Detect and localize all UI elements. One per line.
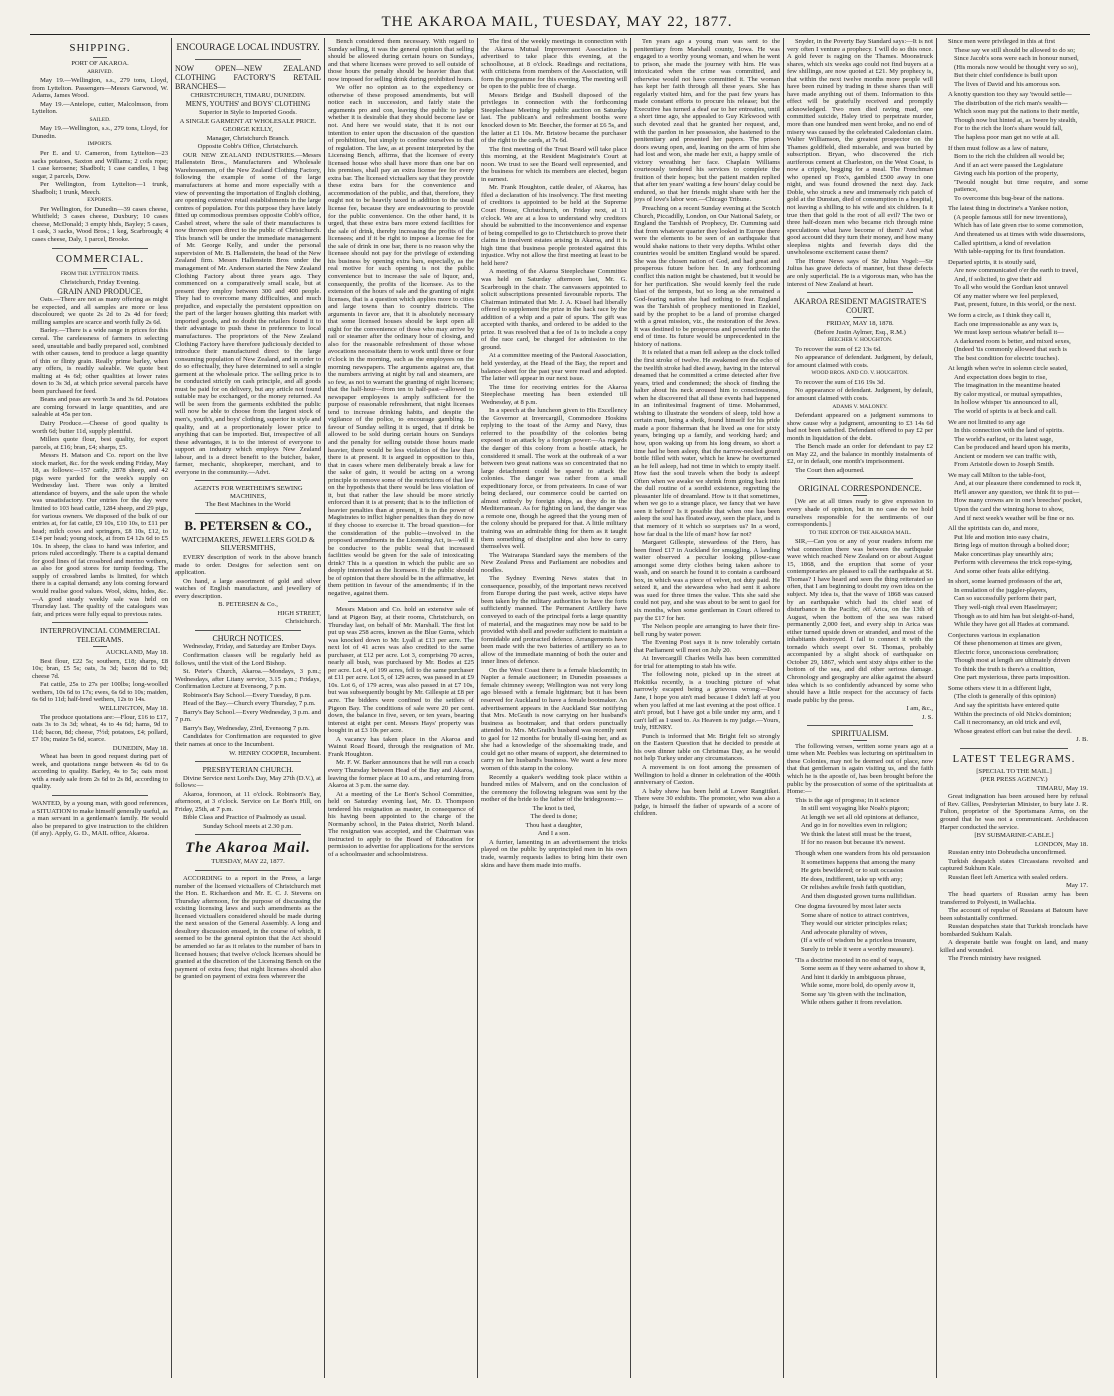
verse-line: We are not limited to any age xyxy=(948,418,1026,426)
notice-text: Akaroa, forenoon, at 11 o'clock. Robinson's Bay, afternoon, at 3 o'clock. Service on Le Bon's Hill, on Friday, 25th, at 7 p.m. xyxy=(175,790,321,813)
verse-line: Some say 'tis given with the inclination, xyxy=(801,990,907,998)
section-heading-court: AKAROA RESIDENT MAGISTRATE'S COURT. xyxy=(793,297,927,316)
poem-line: Thou hast a daughter, xyxy=(525,821,583,829)
section-heading-correspondence: ORIGINAL CORRESPONDENCE. xyxy=(798,483,922,494)
notice-text: Barry's Bay School.—Every Wednesday, 3 p.m. and 7 p.m. xyxy=(175,708,321,724)
article-paragraph: Wheat has been in good request during part of week, and quotations range between 4s 6d to 6s according to quality. Barley, 4s to 5s; oats most with a ready sale from 2s 6d to 2s 8d, according to quality. xyxy=(32,753,168,791)
verse-line: In emulation of the juggler-players, xyxy=(954,586,1048,594)
subheading: PORT OF AKAROA. xyxy=(71,60,129,67)
subheading: SAILED. xyxy=(89,116,111,123)
notice-text: Confirmation classes will be regularly held as follows, until the visit of the Lord Bishop. xyxy=(175,652,321,667)
verse-line: Make concertinas play unearthly airs; xyxy=(954,550,1054,558)
verse-line: Called spiritism, a kind of revelation xyxy=(954,239,1051,247)
section-heading-spiritualism: SPIRITUALISM. xyxy=(831,729,889,739)
verse-block xyxy=(940,38,1088,735)
verse-line: In short, some learned professors of the art, xyxy=(948,578,1063,586)
subheading: EXPORTS. xyxy=(87,197,113,204)
verse-line: All the spiritists can do, and more, xyxy=(948,525,1039,533)
verse-line: Whose greatest effort can but raise the devil. xyxy=(954,727,1072,735)
telegram-text: The French ministry have resigned. xyxy=(948,955,1042,963)
dateline: DUNEDIN, May 18. xyxy=(112,744,168,752)
verse-line: Past, present, future, in this world, or the next. xyxy=(954,301,1077,309)
verse-line: Within the precincts of old Nick's dominion; xyxy=(954,710,1072,718)
notice-text: Candidates for Confirmation are requested to give their names at once to the Incumbent. xyxy=(175,733,321,749)
masthead: THE AKAROA MAIL, TUESDAY, MAY 22, 1877. xyxy=(381,14,733,30)
article-paragraph: Per Wellington, from Lyttelton—1 trunk, Shadbolt; 1 trunk, Meech. xyxy=(32,181,168,196)
dateline: WELLINGTON, May 18. xyxy=(99,705,168,713)
verse-line: The hapless poor man get no wife at all. xyxy=(954,134,1060,142)
verse-line: Put life and motion into easy chairs, xyxy=(954,533,1050,541)
editorial-paragraph: Bench considered them necessary. With regard to Sunday selling, it was the general opinion that selling should be allowed during certain hours on Sundays, and that where licenses were proved to sell outside of those hours the penalty should be heavier than that now imposed for selling drink during prohibited hours. xyxy=(328,38,474,83)
article-paragraph: The Evening Post says it is now tolerably certain that Parliament will meet on July 20. xyxy=(634,639,780,654)
article-paragraph: Best flour, £22 5s; southern, £18; sharps, £8 10s; bran, £5 5s; oats, 3s 3d; bacon 8d to 9d; cheese 7d. xyxy=(32,657,168,680)
article-paragraph: A furrier, lamenting in an advertisement the tricks played on the public by unprincipled men in his own trade, warmly requests ladies to bring him their own skins and have them made into muffs. xyxy=(481,838,627,869)
subheading: [SPECIAL TO THE MAIL.] xyxy=(976,767,1052,775)
verse-line: Perform with cleverness the trick rope-tying, xyxy=(954,559,1073,567)
verse-line: To all who would the Gordian knot unravel xyxy=(954,284,1068,292)
column-rule xyxy=(324,38,325,1378)
dateline: TIMARU, May 19. xyxy=(1036,784,1088,792)
subheading: FROM THE LYTTELTON TIMES. xyxy=(60,270,140,277)
article-paragraph: The time for receiving entries for the Akaroa Steeplechase meeting has been extended till Wednesday, at 8 p.m. xyxy=(481,383,627,406)
column-7 xyxy=(940,38,1088,1378)
verse-line: He does, indifferent, take up with any; xyxy=(801,875,903,883)
verse-line: Some others view it in a different light, xyxy=(948,684,1052,692)
verse-line: From Aristotle down to Joseph Smith. xyxy=(954,461,1055,469)
dateline: (Before Justin Aylmer, Esq., R.M.) xyxy=(814,328,906,336)
subheading: TO THE EDITOR OF THE AKAROA MAIL. xyxy=(808,529,912,536)
ad-text: Christchurch. xyxy=(285,618,321,626)
column-2 xyxy=(175,38,321,1378)
verse-line: Each one impressionable as any wax is, xyxy=(954,320,1059,328)
verse-line: Ancient or modern we can traffic with, xyxy=(954,452,1057,460)
verse-line: Born to the rich the children all would be; xyxy=(954,153,1065,161)
ad-text: AGENTS FOR WERTHEIM'S SEWING MACHINES, xyxy=(193,485,303,500)
article-paragraph: The produce quotations are:—Flour, £16 to £17, oats 3s to 3s 3d; wheat, 4s to 4s 6d; hams, 9d to 11d; bacon, 8d; cheese, 7½d; potatoes, £4; pollard, £7 10s; maize 5s 6d, scarce. xyxy=(32,713,168,744)
newspaper-title: The Akaroa Mail. xyxy=(185,840,311,857)
column-3 xyxy=(328,38,474,1378)
article-paragraph: Fat cattle, 25s to 27s per 100lbs; long-woolled wethers, 10s 6d to 17s; ewes, 6s 6d to 10s; maiden, 6s 6d to 11d; half-bred wethers, 12s to 14s. xyxy=(32,681,168,704)
article-paragraph: The Home News says of Sir Julius Vogel:—Sir Julius has grave defects of manner, but these defects are only superficial. He is a vigorous man, who has the interest of New Zealand at heart. xyxy=(787,257,933,288)
ad-text: Opposite Cobb's Office, Christchurch. xyxy=(197,143,299,151)
verse-line: Since men were privileged in this at first xyxy=(948,38,1056,45)
verse-line: They well-nigh rival even Haselmayer; xyxy=(954,604,1058,611)
verse-line: While they have got all Hades at command. xyxy=(954,621,1070,629)
article-paragraph: To recover the sum of £16 19s 3d. xyxy=(795,378,886,386)
verse-line: And if an act were passed the Legislature xyxy=(954,161,1063,169)
article-paragraph: Mr. Frank Houghton, cattle dealer, of Akaroa, has filed a declaration of his insolvency. The first meeting of creditors is appointed to be held at the Supreme Court House, Christchurch, on Friday next, at 11 o'clock. We are at a loss to understand why creditors should be submitted to the inconvenience and expense of being compelled to go to Christchurch to prove their claims in insolvent estates arising in Akaroa, and it is high time that business people protested against this injustice. Why not allow the first meeting at least to be held here? xyxy=(481,184,627,267)
telegram-text: The head quarters of Russian army has been transferred to Polyesti, in Wallachia. xyxy=(940,890,1088,906)
notice-text: Head of the Bay.—Church every Thursday, 7 p.m. xyxy=(183,700,316,708)
article-paragraph: May 19.—Antelope, cutter, Malcolmson, from Lyttelton. xyxy=(32,100,168,116)
telegram-text: Russian fleet left America with sealed orders. xyxy=(948,873,1068,881)
verse-line: Though now but hinted at, as 'twere by stealth, xyxy=(954,116,1078,124)
article-paragraph: The Sydney Evening News states that in consequence, possibly, of the important news received from Europe during the past week, active steps have been taken by the military authorities to have the forts sufficiently manned. The Permanent Artillery have conveyed to each of the principal forts a large quantity of material, and the magazines may now be said to be provided with shell and powder sufficient to maintain a formidable and protracted defence. Arrangements have been made with the two batteries of artillery so as to allow of the immediate manning of both the outer and inner lines of defence. xyxy=(481,575,627,666)
verse-line: To overcome this bug-bear of the nations. xyxy=(954,194,1064,202)
verse-line: With table-rapping for its first foundation. xyxy=(954,248,1066,256)
verse-line: If for no reason but because it's newest. xyxy=(801,839,906,847)
article-paragraph: No appearance of defendant. Judgment, by default, for amount claimed with costs. xyxy=(787,387,933,402)
verse-line: Surely to treble it were a worthy measure). xyxy=(801,945,914,953)
article-paragraph: Defendant appeared on a judgment summons to show cause why a judgment, amounting to £3 14s 6d had not been satisfied. Defendant offered to pay £2 per month in liquidation of the debt. xyxy=(787,412,933,442)
article-paragraph: The following verses, written some years ago at a time when Mr. Peebles was lecturing on spiritualism in these Colonies, may not be deemed out of place, now that that gentleman is again visiting us, and the faith which he is the apostle of, has been brought before the public by the prosecution of some of the spiritualists at Home:— xyxy=(787,742,933,796)
notice-text: St. Peter's Church, Akaroa.—Mondays, 3 p.m.; Wednesdays, after Litany service, 3.15 p.m.; Fridays, Confirmation Lecture at Evensong, 7 p.m. xyxy=(175,668,321,691)
article-paragraph: On the West Coast there is a female blacksmith; in Napier a female auctioneer; in Dunedin possesses a female chimney sweep; Wellington was not very long ago blessed with a female hightman; but it has been reserved for Auckland to have a female bootmaker. An advertisement appears in the Auckland Star notifying that Mrs. McGrath is now carrying on her husband's business as bootmaker, and that orders punctually attended to. Mrs. McGrath's husband was recently sent to gaol for 12 months for brutally ill-using her, and as she had a knowledge of the shoemaking trade, and could get no other means of support, she determined to carry on her husband's business. We want a few more women of this stamp in the colony. xyxy=(481,666,627,772)
verse-line: Though most at length are ultimately driven xyxy=(954,657,1071,665)
verse-line: Electric force, unconscious cerebration; xyxy=(954,648,1059,656)
article-paragraph: Millers quote flour, best quality, for export parcels, at £16; bran, £4; sharps, £5. xyxy=(32,436,168,451)
ad-text: CHRISTCHURCH, TIMARU, DUNEDIN. xyxy=(190,92,306,99)
article-paragraph: Messrs H. Matson and Co. report on the live stock market, &c. for the week ending Friday, May 18, as follows:—157 cattle, 2878 sheep, and 42 pigs were yarded for the week's supply on Wednesday last. There was only a limited attendance of buyers, and the sale upon the whole was unsatisfactory. Our entries for the day were limited to 103 head cattle, 1284 sheep, and 29 pigs, for various owners. We disposed of the bulk of our entries at, for fat cattle, £9 10s, £10 10s, to £11 per head; milch cows and springers, £8 10s, £12, to £14 per head; young stock, at from £4 12s 6d to £5 10s. In sheep, the class to hand was inferior, and prices ruled accordingly. There is a capital demand for good lines of fat crossbred and merino wethers, as also for good stores for turnip feeding. The supply of crossbred lambs is limited, for which there is a capital demand; any lots coming forward would realise good values. Wool, skins, hides, &c.—A good steady weekly sale was held on Thursday last. The quality of the catalogues was fair, and prices were fully equal to previous rates. xyxy=(32,452,168,618)
article-paragraph: At a committee meeting of the Pastoral Association, held yesterday, at the Head of the Bay, the report and balance-sheet for the past year were read and adopted. The latter will appear in our next issue. xyxy=(481,352,627,383)
case-title: WOOD BROS. AND CO. V. HOUGHTON. xyxy=(811,370,909,377)
editorial-paragraph: ACCORDING to a report in the Press, a large number of the licensed victuallers of Christchurch met the Hon. E. Richardson and Mr. E. C. J. Stevens on Thursday afternoon, for the purpose of discussing the existing licensing laws and such amendments as the licensed victuallers considered should be made during the next session of the General Assembly. A long and desultory discussion ensued, in the course of which, it seemed to be the general opinion that the Act should be amended so far as it relates to the number of bars in licensed houses; that twelve o'clock licenses should be granted at the discretion of the Licensing Bench on the payment of extra fees; that night licenses should also be granted on payment of extra fees wherever the xyxy=(175,875,321,981)
section-heading-commercial: COMMERCIAL. xyxy=(55,252,145,265)
article-paragraph: The first of the weekly meetings in connection with the Akaroa Mutual Improvement Association is advertised to take place this evening, at the schoolhouse, at 8 o'clock. Readings and recitations, with criticisms from members of the Association, will form the programme for this evening. The meeting will be open to the public free of charge. xyxy=(481,38,627,91)
notice-text: Sunday School meets at 2.30 p.m. xyxy=(203,822,293,830)
notice-text: Robinson's Bay School.—Every Tuesday, 8 p.m. xyxy=(183,691,312,699)
dateline: AUCKLAND, May 18. xyxy=(105,649,168,657)
verse-line: (Indeed 'tis commonly allowed that such is xyxy=(954,346,1067,354)
verse-line: The best condition for electric touches). xyxy=(954,354,1060,362)
verse-line: (His morals now would be thought very so so), xyxy=(954,63,1078,71)
telegram-text: Russian despatches state that Turkish ironclads have bombarded Sukhum Kalah. xyxy=(940,923,1088,938)
article-paragraph: Beans and peas are worth 3s and 3s 6d. Potatoes are coming forward in large quantities, and are saleable at 45s per ton. xyxy=(32,396,168,419)
verse-line: And if next week's weather will be fine or no. xyxy=(954,514,1075,522)
notice-text: Bible Class and Practice of Psalmody as usual. xyxy=(183,814,307,822)
article-paragraph: Dairy Produce.—Cheese of good quality is worth 6d; butter 11d, supply plentiful. xyxy=(32,419,168,435)
ad-text: Superior in Style to Imported Goods. xyxy=(199,109,297,117)
article-paragraph: A movement is on foot among the pressmen of Wellington to hold a dinner in celebration of the 400th anniversary of Caxton. xyxy=(634,763,780,787)
article-paragraph: Margaret Gillespie, stewardess of the Hero, has been fined £17 in Auckland for smuggling. A landing waiter observed a peculiar looking pillow-case amongst some dirty clothes being taken ashore to wash, and on search he found it to contain a cardboard box, in which was a piece of velvet, not duty paid. He seized it, and the stewardess who had sent it ashore was sued for three times the value. This she said she could not pay, and she was about to be sent to gaol for six months, when some gentleman in Court offered to pay the £17 for her. xyxy=(634,539,780,622)
poem-line: The knot is tied, xyxy=(532,804,576,812)
signature: I am, &c., xyxy=(906,705,933,713)
article-paragraph: Oats.—There are not as many offering as might be expected, and all samples are more or less discoloured; we quote 2s 2d to 2s 4d for feed; milling samples are scarce and worth fully 2s 6d. xyxy=(32,296,168,326)
verse-line: And go in for novelties even in religion; xyxy=(801,822,908,830)
dateline: May 17. xyxy=(1066,882,1088,890)
subheading: ARRIVED. xyxy=(87,68,113,75)
article-paragraph: In a speech at the luncheon given to His Excellency the Governor at Invercargill, Commodore Hoskins replying to the toast of the Army and Navy, thus referred to the possibility of the colonies being exposed to an attack by a foreign power:—As regards the danger of this colony from a hostile attack, he considered it small. The work at the outbreak of a war between two great nations was so concentrated that no large detachment could be spared to attack the colonies. The danger was rather from a small expeditionary force, or from privateers. In case of war being declared, our commerce could be carried on almost entirely by foreign ships, as they do in the Mediterranean. As for fighting on land, the danger was a remote one, though he agreed that the young men of the colony should be prepared for that. A little military training was an admirable thing for them as it taught them something of discipline and also how to carry themselves well. xyxy=(481,407,627,551)
article-paragraph: A baby show has been held at Lower Rangitikei. There were 30 exhibits. The promoter, who was also a judge, is himself the father of upwards of a score of children. xyxy=(634,787,780,818)
verse-line: In still sent voyaging like Noah's pigeon; xyxy=(801,805,910,813)
subheading: INTERPROVINCIAL COMMERCIAL TELEGRAMS. xyxy=(40,626,160,644)
telegram-text: The account of repulse of Russians at Batoum have been substantially confirmed. xyxy=(940,907,1088,922)
telegram-text: A desperate battle was fought on land, and many killed and wounded. xyxy=(940,939,1088,954)
article-paragraph: Per Wellington, for Dunedin—39 cases cheese, Whitfield; 3 cases cheese, Duxbury; 10 cases cheese, McDonald; 3 empty hhds, Bayley; 5 cases, 1 cask, 3 sacks, Wood Bros.; 1 keg, Scarbrough; 4 cases cheese, Daly, 1 parcel, Brooke. xyxy=(32,205,168,244)
verse-line: Conjectures various in explanation xyxy=(948,631,1040,639)
article-paragraph: Ten years ago a young man was sent to the penitentiary from Marshall county, Iowa. He was engaged to a worthy young woman, and when he went to prison, she made the journey with him. He was intoxicated when the crime was committed, and otherwise would not have committed it. The woman has kept her faith through all these years. She has regularly visited him, and for the past few years has made constant efforts to procure his release; but the Executive has turned a deaf ear to her entreaties, until a short time ago, she appealed to Guy Kirkwood with such devoted zeal that he granted her request, and, with the pardon in her possession, she hastened to the penitentiary and presented her papers. The prison doors swung open, and, leaning on the arm of him she had lost and won, she made her exit, a happy smile of victory wreathing her face. Chaplain Williams courteously tendered his services to complete the fruition of their hopes; but the patient maiden replied that after ten years' waiting a few hours' delay could be endured, so that her friends might share with her the joys of love's labor won.—Chicago Tribune. xyxy=(634,38,780,204)
section-heading-telegrams: LATEST TELEGRAMS. xyxy=(952,753,1076,765)
article-paragraph: At a meeting of the Le Bon's School Committee, held on Saturday evening last, Mr. D. Thompson tendered his resignation as master, in consequence of his having been appointed to the charge of the Normanby school, in the Patea district, North Island. The resignation was accepted, and the Chairman was instructed to apply to the Board of Education for permission to advertise for applications for the services of a schoolmaster and schoolmistress. xyxy=(328,790,474,858)
column-6 xyxy=(787,38,933,1378)
ad-text: NOW OPEN—NEW ZEALAND CLOTHING FACTORY'S RETAIL BRANCHES— xyxy=(175,64,321,91)
verse-line: Which soon may put the nations to their mettle, xyxy=(954,108,1080,116)
subheading: IMPORTS. xyxy=(87,141,113,148)
ad-text: B. PETERSEN & Co., xyxy=(218,601,278,609)
article-paragraph: A vacancy has taken place in the Akaroa and Wainui Road Board, through the resignation of Mr. Frank Houghton. xyxy=(328,735,474,758)
article-paragraph: Punch is informed that Mr. Bright felt so strongly on the Eastern Question that he decided to preside at his own dinner table on Christmas Day, as he would not help Turkey under any circumstances. xyxy=(634,732,780,763)
verse-line: They would our stricter principles relax; xyxy=(801,920,908,928)
classified-ad-wanted: WANTED, by a young man, with good references, a SITUATION to make himself generally useful, as a man servant in a gentleman's family. He would also be prepared to give instruction to the children (if any). Apply, G. D., MAIL office, Akaroa. xyxy=(32,800,168,838)
article-paragraph: Snyder, in the Poverty Bay Standard says:—It is not very often I venture a prophecy. I will do so this once. A gold fever is raging on the Thames. Moonstruck shares, which six weeks ago could not find buyers at a few shillings, are now quoted at £21. My prophecy is, that within the next twelve months more people will have been ruined by trading in these shares than will have made anything out of them. Information to this effect will be gratefully received and promptly acknowledged. Two men died raving mad, one committed suicide, Haley tried to perpetrate murder, more than one hundred men went broke, and no end of misery was caused by the celebrated Caledonian claim. Walter Williamson, the greatest prospector on the Thames goldfield, died miserable, and was buried by subscription. Bryan, who discovered the rich auriferous cement at Charleston, on the West Coast, is now a cripple, begging for a meal. The Frenchman who opened up Fox's, gambled £500 away in one night, and was found drowned the next day. Jack Doble, who struck a new and immensely rich patch of gold at the Dunstan, died of consumption in a hospital, not leaving a shilling to his wife and six children. Is it true then that gold is the root of all evil? The two or three half-dozen men who became rich through mine speculations what have become of them? And what good account did they turn their money, and how many sleepless nights and feverish days did the unwholesome excitement cause them? xyxy=(787,38,933,257)
verse-line: If then must follow as a law of nature, xyxy=(948,144,1049,152)
verse-line: The world of spirits is at beck and call. xyxy=(954,407,1057,415)
verse-line: Though as to aid him has but sleight-of-hand, xyxy=(954,612,1075,620)
article-paragraph: Preaching on a recent Sunday evening at the Scotch Church, Piccadilly, London, on Our National Safety, or England the Tarshish of Prophecy, Dr. Cumming said that from whatever quarter they looked in Europe there were the elements to be seen of an earthquake that would shake nations to their very depths. Whilst other countries would be smitten England would be spared. She was the chosen nation of God, and had great and prosperous future before her. In any forthcoming conflict this nation might be chastened, but it would be for her purification. She would keenly feel the rude blast of the tempests, but so long as she remained a God-fearing nation she had nothing to fear. England was the Tarshish of prophecy mentioned in Ezekiel, said by the prophet to be a land of promise charged with a great mission, viz., the restoration of the Jews. It was destined to be prosperous and powerful unto the end of time. Its future would be unprecedented in the history of nations. xyxy=(634,205,780,348)
verse-line: Can so successfully perform their part, xyxy=(954,595,1057,603)
ad-text: The Best Machines in the World xyxy=(205,501,291,509)
article-paragraph: [We are at all times ready to give expression to every shade of opinion, but in no case do we hold ourselves responsible for the sentiments of our correspondents.] xyxy=(787,498,933,529)
article-paragraph: Per E. and U. Cameron, from Lyttelton—23 sacks potatoes, Saxton and Williams; 2 coils rope; 1 case kerosene; Shadbolt; 1 case candles, 1 bag sugar, 2 parcels, Dow. xyxy=(32,150,168,180)
verse-line: The distribution of the rich man's wealth— xyxy=(954,99,1068,107)
verse-line: Since Jacob's sons were each in honour nursed, xyxy=(954,55,1079,63)
column-rule xyxy=(477,38,478,1378)
verse-line: To think the truth is there's a coalition, xyxy=(954,665,1056,673)
verse-line: We must keep serious whate'er befall it— xyxy=(954,329,1064,337)
ad-text: A SINGLE GARMENT AT WHOLESALE PRICE. xyxy=(179,117,317,125)
ad-text: EVERY description of work in the above branch made to order. Designs for selection sent on application. xyxy=(175,553,321,577)
verse-line: (If a wife of wisdom be a priceless treasure, xyxy=(801,937,917,945)
article-paragraph: The Bench made an order for defendant to pay £2 on May 22, and the balance in monthly instalments of £2, or in default, one month's imprisonment. xyxy=(787,443,933,466)
ad-heading: ENCOURAGE LOCAL INDUSTRY. xyxy=(176,43,320,53)
verse-line: Departed spirits, it is stoutly said, xyxy=(948,258,1037,266)
dateline: Christchurch, Friday Evening. xyxy=(60,279,140,287)
verse-line: For to the rich the lion's share would fall, xyxy=(954,125,1063,133)
poem-line: The deed is done; xyxy=(530,813,578,821)
verse-line: Some share of notice to attract contrives, xyxy=(801,911,909,919)
verse-line: And some other feats alike edifying. xyxy=(954,567,1050,575)
column-4 xyxy=(481,38,627,1378)
article-paragraph: May 19.—Wellington, s.s., 279 tons, Lloyd, from Lyttelton. Passengers—Messrs Garwood, W. Adams, James Wood. xyxy=(32,77,168,100)
article-paragraph: To recover the sum of £2 13s 6d. xyxy=(795,345,882,353)
verse-line: Call it necromancy, an old trick and evil, xyxy=(954,719,1062,727)
article-paragraph: The Nelson people are arranging to have their fire-bell rung by water power. xyxy=(634,623,780,638)
poem-line: And I a son. xyxy=(537,830,571,838)
article-paragraph: Messrs Bridge and Bushell disposed of the privileges in connection with the forthcoming Steeplechase Meeting by public auction on Saturday last. The publican's and refreshment booths were knocked down to Mr. Beecher, the former at £6 5s, and the latter at £1 10s. Mr. Bristow became the purchaser of the right to the cards, at 7s 6d. xyxy=(481,91,627,145)
verse-line: While others gather it from revelation. xyxy=(801,999,903,1007)
dateline: FRIDAY, MAY 18, 1878. xyxy=(826,320,894,328)
column-1 xyxy=(32,38,168,1378)
verse-line: And say the spiritists have entered quite xyxy=(954,702,1060,710)
verse-line: It sometimes happens that among the many xyxy=(801,858,916,866)
article-paragraph: Messrs Matson and Co. hold an extensive sale of land at Pigeon Bay, at their rooms, Christchurch, on Thursday last, on behalf of Mr. Marshall. The first lot put up was 258 acres, known as the Blue Gums, which was knocked down to Mr. Lyall at £13 per acre. The next lot of 41 acres was also credited to the same purchaser, at £12 per acre. Lot 3, comprising 70 acres, nearly all bush, was purchased by Mr. Bodes at £25 per acre. Lot 4, of 199 acres, fell to the same purchaser at £11 per acre. Lot 5, of 129 acres, was passed in at £9 10s. Lot 6, of 179 acres, was also passed in at £7 10s, but was subsequently bought by Mr. Gillespie at £8 per acre. The bidders were confined to the settlers of Pigeon Bay. The conditions of sale were 20 per cent. down, the balance in five, seven, or ten years, bearing interest at eight per cent. Messrs Hays' property was bought in at £3 10s per acre. xyxy=(328,606,474,735)
column-rule xyxy=(171,38,172,1378)
article-paragraph: The following note, picked up in the street at Hokitika recently, is a touching picture of what narrowly escaped being a grievous wrong:—Dear Jane, I hope you ain't mad because I didn't laff at you when you laffed at me last evening at the post office. I ain't proud, but I have got a bile under my arm, and I can't laff as I used to. As Heaven is my judge.—Yours, truly, HENRY. xyxy=(634,671,780,732)
ad-text: On hand, a large assortment of gold and silver watches of English manufacture, and jewellery of every description. xyxy=(175,577,321,600)
verse-line: 'Tis a doctrine mooted in no end of ways, xyxy=(795,956,904,964)
verse-line: These say we still should be allowed to do so; xyxy=(954,46,1076,54)
verse-line: But their chief confidence is built upon xyxy=(954,72,1058,80)
ad-body: OUR NEW ZEALAND INDUSTRIES.—Messrs Hallenstein Bros., Manufacturers and Wholesale Warehousemen, of the New Zealand Clothing Factory, following the example of some of the large manufacturers at home and more especially with a view of preventing the importation of English clothing, are opening extensive retail establishments in the large centres of population. For this purpose they have lately fitted up commodious premises opposite Cobb's office, Cashel street, where the sale of their manufactures is now thrown open direct to the public of Christchurch. This branch will be under the immediate management of Mr. George Kelly, and under the personal supervision of Mr. B. Hallenstein, the head of the New Zealand firm. Messrs Hallenstein Bros under the management of Mr. Anderson started the New Zealand Clothing Factory about three years ago. They commenced on a comparatively small scale, but at present they employ between 300 and 400 people. They had to overcome many difficulties, and much prejudice, and especially the persistent opposition on the part of the larger houses glutting this market with imported goods, and no doubt the retailers found it to their advantage to push these in preference to local manufactures. The proprietors of the New Zealand Clothing Factory have therefore judiciously decided to introduce their manufactured direct to the large consuming population of New Zealand, and in order to do so effectually, they have determined to sell a single garment at the wholesale price. The selling price is to be conducted strictly on cash principle, and all goods must be paid for on delivery, but any article not found suitable may be exchanged, or the money returned. As will be seen from the garments exhibited the public will now be able to choose from the largest stock of men's, youth's, and boys' clothing, superior in style and quality, and at a proportionately lower price to anything that can be imported. But, irrespective of all these advantages, it is to the interest of everyone to support an industry which employs New Zealand labour, and is a direct benefit to the butcher, baker, farmer, mechanic, shopkeeper, merchant, and to everyone in the community.—Advt. xyxy=(175,151,321,476)
verse-line: Upon the card the winning horse to show, xyxy=(954,505,1064,513)
verse-line: Or relishes awhile fresh faith quotidian, xyxy=(801,884,906,892)
verse-line: In hollow whisper 'tis announced to all, xyxy=(954,399,1058,407)
editorial-paragraph: We offer no opinion as to the expediency or otherwise of these proposed amendments, but will notice each in succession, and fairly state the arguments pro and con, leaving the public to judge whether it is desirable that they should become law or not. And here we would state, that it is not our intention to enter upon the discussion of the question of prohibition, but simply to confine ourselves to that of regulation. The law, as at present interpreted by the Licensing Bench, affirms, that the licensee of every licensed house who shall have more than one bar on his premises, shall pay an extra license fee for every extra bar. The licensed victuallers say that they provide these extra bars for the convenience and accommodation of the public, and that, therefore, they ought not to be heavily taxed in addition to the usual license fee, because they are endeavouring to provide for the public convenience. On the other hand, it is urged, that these extra bars more extend facilities for the sale of drink, thereby increasing the profits of the licensees; and if it be right to impose a license fee for the sale of drink in one bar, there is no reason why the licensee should not pay for the privilege of extending his business by opening extra bars, especially, as the real motive for such opening is not the public convenience but to increase the sale of liquor, and, consequently, the profits of the licensee. As to the extension of the hours of sale and the granting of night licenses, that is a question which applies more to cities and large towns than to country districts. The arguments in favor are, that it is absolutely necessary that some licensed houses should be kept open all night for the convenience of those who may arrive by rail or steamer after the ordinary hour of closing, and also for the reasonable refreshment of those whose avocations necessitate them to work until three or four o'clock in the morning, such as the employees on the morning newspapers. The arguments against are, that the numbers arriving at night by rail and steamers, are so few, as not to warrant the granting of night licenses; that the half-hour—from ten to half-past—allowed to newspaper employees is amply sufficient for the purpose of reasonable refreshment, that night licenses tend to increase drinking habits, and despite the vigilance of the police, to encourage gambling. In favour of Sunday selling it is urged, that if drink be allowed to be sold during certain hours on Sundays and the penalty for selling outside those hours made heavier, there would be less violation of the law than there is at present. It is argued in opposition to this, that in cases where men deliberately break a law for the sake of gain, it would be acting on a wrong principle to remove some of the restrictions of that law on the hypothesis that there would be less violation of it, but that rather the law should be more strictly enforced than it is at present; that is to the infliction of heavier penalties than at present, it is in the power of Magistrates to inflict higher penalties than they do now if they choose to exercise it. The broad question—for the consideration of the public—involved in the proposed amendments in the Licensing Act, is—will it be conducive to the public weal that increased facilities would be given for the sale of intoxicating drink? This is a question in which the public are so deeply interested as the licensees. If the public should be of opinion that there should be in the affirmative, let them petition in favour of the amendments; if in the negative, against them. xyxy=(328,84,474,597)
verse-line: And threatened us at times with wide dissensions, xyxy=(954,231,1086,239)
verse-line: A knotty question too they say 'twould settle— xyxy=(948,91,1072,99)
subheading: (PER PRESS AGENCY.) xyxy=(980,776,1048,784)
article-paragraph: May 19.—Wellington, s.s., 279 tons, Lloyd, for Dunedin. xyxy=(32,125,168,140)
case-title: BEECHER V. HOUGHTON. xyxy=(827,337,893,344)
column-rule xyxy=(783,38,784,1378)
letter-paragraph: SIR,—Can you or any of your readers inform me what connection there was between the earthquake wave which reached New Zealand on or about August 15, 1868, and the eruption that some of your contemporaries are pleased to call the earthquake at St. Thomas? I have heard and seen the thing reiterated so often, that I am beginning to doubt my own idea on the subject. My idea is, that the wave of 1868 was caused by an earthquake which had its chief seat of disturbance in the Pacific, off Arica, on the 13th of August, when the bottom of the sea was raised permanently 2,000 feet, and every ship in Arica was either turned upside down or stranded, and most of the inhabitants destroyed. I fail to connect it with the tornado which swept over St. Thomas, probably accompanied by a slight shock of earthquake on October 29, 1867, which sent sixty ships either to the bottom of the sea, and did other serious damage. Chronology and geography are alike against the absurd idea which is so confidently advanced by some who should have a little respect for the accuracy of facts made public by the press. xyxy=(787,538,933,704)
signature: J. S. xyxy=(921,713,933,721)
verse-line: (A people famous still for new inventions), xyxy=(954,213,1068,221)
column-rule xyxy=(936,38,937,1378)
subheading: GRAIN AND PRODUCE. xyxy=(57,286,143,296)
article-paragraph: The Wairarapa Standard says the members of the New Zealand Press and Parliament are nobodies and noodles. xyxy=(481,551,627,574)
article-paragraph: At Invercargill Charles Wells has been committed for trial for attempting to stab his wife. xyxy=(634,655,780,670)
verse-line: Of these phenomenon at times are given, xyxy=(954,640,1062,648)
dateline: TUESDAY, MAY 22, 1877. xyxy=(211,858,285,866)
subheading: CHURCH NOTICES. xyxy=(212,633,284,643)
verse-line: Are now communicated o'er the earth to travel, xyxy=(954,267,1079,275)
verse-line: Though when one wanders from his old persuasion xyxy=(795,849,930,857)
article-paragraph: A meeting of the Akaroa Steeplechase Committee was held on Saturday afternoon last, Mr. G. Scarbrough in the chair. The canvassers appointed to solicit subscriptions presented favourable reports. The Chairman intimated that Mr. J. A. Kissel had liberally offered to supplement the prize in the hack race by the addition of a whip and a pair of spurs. The gift was accepted with thanks, and ordered to be added to the prize. It was resolved that a fee of 1s to include a copy of the race card, be charged for admission to the ground. xyxy=(481,268,627,351)
verse-line: Bring legs of mutton through a bolted door; xyxy=(954,542,1070,550)
verse-line: By calor mystical, or mutual sympathies, xyxy=(954,390,1063,398)
telegram-text: Turkish despatch states Circassians revolted and captured Sukhum Kale. xyxy=(940,857,1088,873)
verse-line: We form a circle, as I think they call it, xyxy=(948,311,1051,319)
verse-line: While some, more bold, do openly avow it, xyxy=(801,982,916,990)
section-heading-shipping: SHIPPING. xyxy=(69,42,131,54)
verse-line: We may call Milton to the table-foot, xyxy=(948,471,1046,479)
verse-line: He gets bewildered; or to suit occasion xyxy=(801,867,904,875)
verse-line: And then disgusted grown turns nullifidian. xyxy=(801,892,917,900)
article-paragraph: The Court then adjourned. xyxy=(795,466,865,474)
article-paragraph: Recently a quaker's wedding took place within a hundred miles of Malvern, and on the conclusion of the ceremony the following telegram was sent by the mother of the bride to the father of the bridegroom:— xyxy=(481,773,627,804)
ad-text: GEORGE KELLY, xyxy=(222,126,274,134)
verse-line: (The cloth is generally of this opinion) xyxy=(954,693,1056,701)
telegram-text: Great indignation has been aroused here by refusal of Rev. Gillies, Presbyterian Minister, to bury late J. R. Fulton, proprietor of the Sportsmans Arms, on the ground that he was not a communicant. Archdeacon Harper conducted the service. xyxy=(940,793,1088,831)
subheading: PRESBYTERIAN CHURCH. xyxy=(202,765,294,775)
verse-line: And expectation does begin to rise, xyxy=(954,373,1048,381)
telegram-text: Russian entry into Dobrudscha unconfirmed. xyxy=(948,849,1067,857)
verse-line: Giving each his portion of the property, xyxy=(954,170,1059,178)
notice-text: W. HENRY COOPER, Incumbent. xyxy=(229,749,321,757)
verse-line: A darkened room is better, and mixed sexes, xyxy=(954,337,1071,345)
verse-line: This is the age of progress; in it science xyxy=(795,796,900,804)
ad-text: WATCHMAKERS, JEWELLERS GOLD & SILVERSMITHS, xyxy=(181,534,315,553)
case-title: ADAMS V. MALONEY. xyxy=(832,403,888,410)
article-paragraph: No appearance of defendant. Judgment, by default, for amount claimed with costs. xyxy=(787,354,933,369)
verse-line: At length we set all old opinions at defiance, xyxy=(801,813,919,821)
verse-line: The lives of David and his amorous son. xyxy=(954,80,1061,88)
verse-line: In this connection with the land of spirits. xyxy=(954,427,1064,435)
signature: J. B. xyxy=(1076,736,1088,744)
column-rule xyxy=(630,38,631,1378)
verse-line: How many crowns are in one's breeches' pocket, xyxy=(954,497,1082,505)
verse-line: We think the latest still must be the truest, xyxy=(801,830,912,838)
verse-line: One part mysterious, three parts imposition. xyxy=(954,674,1070,682)
column-5 xyxy=(634,38,780,1378)
verse-line: Of any matter where we feel perplexed, xyxy=(954,292,1059,300)
verse-line: Which has of late given rise to some commotion, xyxy=(954,222,1084,230)
notice-text: Divine Service next Lord's Day, May 27th (D.V.), at follows:— xyxy=(175,774,321,790)
verse-block xyxy=(787,797,933,1007)
masthead-rule xyxy=(30,34,1090,35)
verse-line: He'll answer any question, we think fit to put— xyxy=(954,488,1080,496)
article-paragraph: Barley.—There is a wide range in prices for this cereal. The carelessness of farmers in selecting seed, unsuitable and badly prepared soil, combined with other causes, tend to produce a large quantity of thin or flinty grain. Really prime barley, when any offers, is readily saleable. We quote best malting at 4s 6d; other qualities at lower rates down to 3s 3d, at which price several parcels have been purchased for feed. xyxy=(32,327,168,395)
verse-line: One dogma favoured by most later sects xyxy=(795,903,902,911)
ad-text: MEN'S, YOUTHS' and BOYS' CLOTHING xyxy=(185,99,311,108)
article-paragraph: The first meeting of the Trust Board will take place this morning, at the Resident Magistrate's Court at noon. We trust to see the Board well represented, and the business for which its members are elected, begun in earnest. xyxy=(481,145,627,183)
article-paragraph: It is related that a man fell asleep as the clock tolled the first stroke of twelve. He awakened ere the echo of the twelfth stroke had died away, having in the interval dreamed that he committed a crime detected after five years, tried and condemned; the shock of finding the halter about his neck aroused him to consciousness, when he discovered that all these events had happened in an infinitesimal fragment of time. Mohammed, wishing to illustrate the wonders of sleep, told how a certain man, being a sheik, found himself for his pride made a poor fisherman that he lived as one for sixty years, bringing up a family, and working hard; and how, upon waking up from his long dream, so short a time had he been asleep, that the narrow-necked gourd bottle filled with water, which he knew he overturned as he fell asleep, had not time in which to empty itself. How fast the soul travels when the body is asleep! Often when we awake we shrink from going back into the dull routine of a sordid existence, regretting the pleasanter life of dreamland. How is it that sometimes, when we go to a strange place, we fancy that we have seen it before? Is it possible that when one has been asleep the soul has floated away, seen the place, and is that memory of it which so surprises us? In a word, how far dual is the life of man? how far not? xyxy=(634,349,780,538)
article-paragraph: Mr. F. W. Barker announces that he will run a coach every Thursday between Head of the Bay and Akaroa, leaving the former place at 10 a.m., and returning from Akaroa at 3 p.m. the same day. xyxy=(328,759,474,790)
ad-text: HIGH STREET, xyxy=(277,609,321,617)
verse-line: 'Twould nought but time require, and some patience, xyxy=(954,178,1088,194)
verse-line: Can be produced and heard upon his merits, xyxy=(954,444,1071,452)
verse-line: The world's earliest, or its latest sage, xyxy=(954,435,1053,443)
verse-line: And advocate plurality of wives, xyxy=(801,928,888,936)
verse-line: The latest thing in doctrine's a Yankee notion, xyxy=(948,205,1069,213)
notice-text: Barry's Bay, Wednesday, 23rd, Evensong 7 p.m. xyxy=(183,724,310,732)
ad-heading-petersen: B. PETERSEN & CO., xyxy=(184,517,312,533)
verse-line: And hint it darkly in ambiguous phrase, xyxy=(801,973,906,981)
notice-text: Wednesday, Friday, and Saturday are Ember Days. xyxy=(183,643,317,651)
ad-text: Manager, Christchurch Branch. xyxy=(206,134,290,142)
verse-line: And, at our pleasure there condemned to rock it, xyxy=(954,480,1082,488)
verse-line: The imagination in the meantime heated xyxy=(954,382,1061,390)
subheading: [BY SUBMARINE-CABLE.] xyxy=(974,832,1054,840)
dateline: LONDON, May 18. xyxy=(1034,840,1088,848)
verse-line: Some seem as if they were ashamed to show it, xyxy=(801,965,926,973)
verse-line: At length when we're in solemn circle seated, xyxy=(948,365,1068,373)
verse-line: And, if solicited, to give their aid xyxy=(954,275,1042,283)
